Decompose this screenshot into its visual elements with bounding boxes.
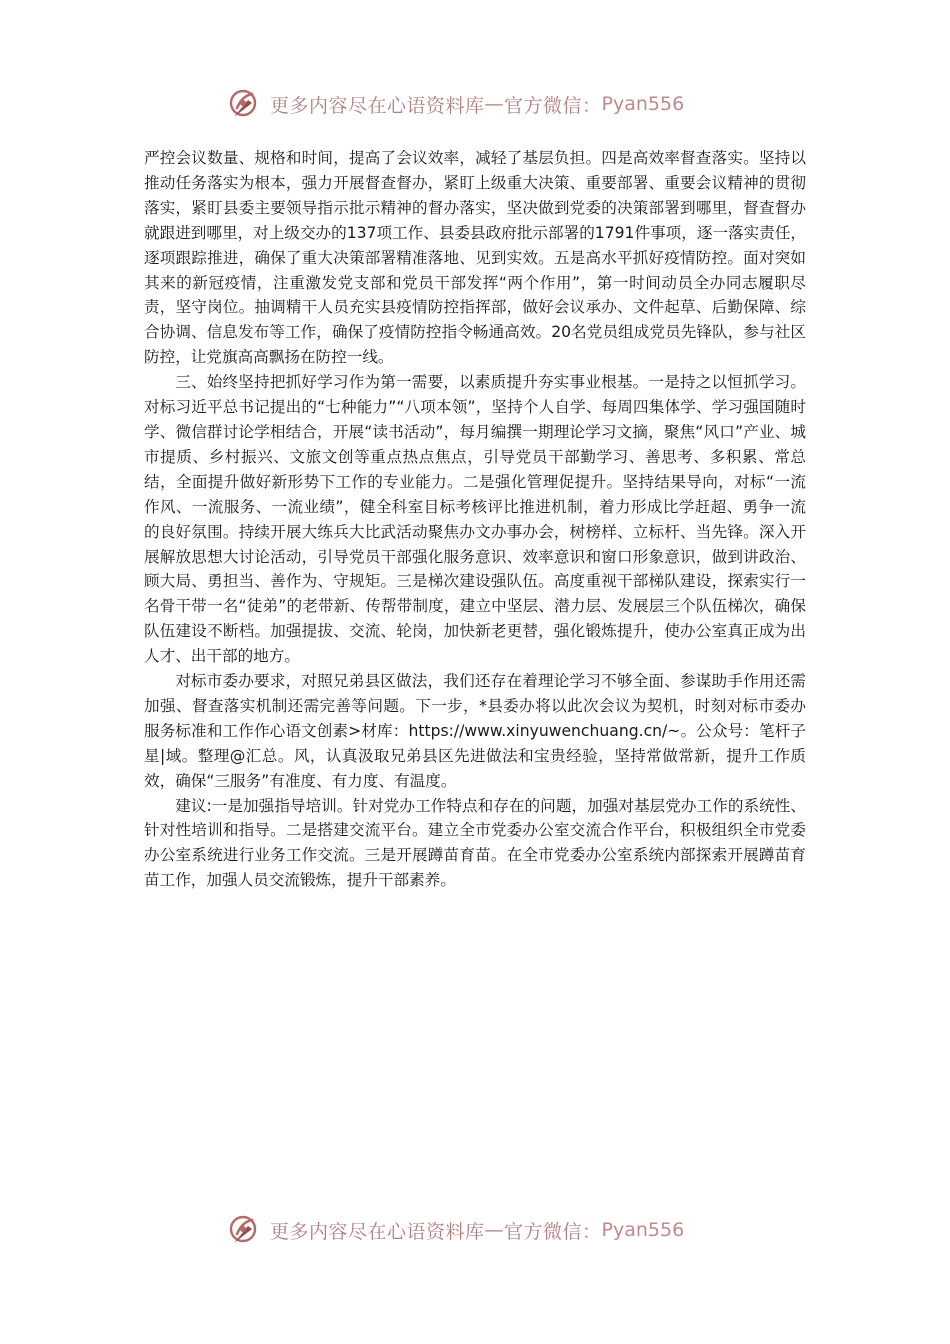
- paragraph-2: 三、始终坚持把抓好学习作为第一需要，以素质提升夯实事业根基。一是持之以恒抓学习。对标习近平总书记提出的“七种能力”“八项本领”，坚持个人自学、每周四集体学、学习强国随时学、微信群讨论学相结合，开展“读书活动”，每月编撰一期理论学习文摘，聚焦“风口”产业、城市提质、乡村振兴、文旅文创等重点热点焦点，引导党员干部勤学习、善思考、多积累、常总结，全面提升做好新形势下工作的专业能力。二是强化管理促提升。坚持结果导向，对标“一流作风、一流服务、一流业绩”，健全科室目标考核评比推进机制，着力形成比学赶超、勇争一流的良好氛围。持续开展大练兵大比武活动聚焦办文办事办会，树榜样、立标杆、当先锋。深入开展解放思想大讨论活动，引导党员干部强化服务意识、效率意识和窗口形象意识，做到讲政治、顾大局、勇担当、善作为、守规矩。三是梯次建设强队伍。高度重视干部梯队建设，探索实行一名骨干带一名“徒弟”的老带新、传帮带制度，建立中坚层、潜力层、发展层三个队伍梯次，确保队伍建设不断档。加强提拔、交流、轮岗，加快新老更替，强化锻炼提升，使办公室真正成为出人才、出干部的地方。: [144, 373, 806, 666]
- paragraph-3: 对标市委办要求，对照兄弟县区做法，我们还存在着理论学习不够全面、参谋助手作用还需加强、督查落实机制还需完善等问题。下一步，*县委办将以此次会议为契机，时刻对标市委办服务标准和工作作心语文创素>材库：https://www.xinyuwenchuang.cn/~。公众号：笔杆子星|域。整理@汇总。风，认真汲取兄弟县区先进做法和宝贵经验，坚持常做常新，提升工作质效，确保“三服务”有准度、有力度、有温度。: [144, 672, 806, 790]
- pen-logo-icon: [228, 86, 264, 122]
- paragraph-1: 严控会议数量、规格和时间，提高了会议效率，减轻了基层负担。四是高效率督查落实。坚持以推动任务落实为根本，强力开展督查督办，紧盯上级重大决策、重要部署、重要会议精神的贯彻落实，紧盯县委主要领导指示批示精神的督办落实，坚决做到党委的决策部署到哪里，督查督办就跟进到哪里，对上级交办的137项工作、县委县政府批示部署的1791件事项，逐一落实责任，逐项跟踪推进，确保了重大决策部署精准落地、见到实效。五是高水平抓好疫情防控。面对突如其来的新冠疫情，注重激发党支部和党员干部发挥“两个作用”，第一时间动员全办同志履职尽责，坚守岗位。抽调精干人员充实县疫情防控指挥部，做好会议承办、文件起草、后勤保障、综合协调、信息发布等工作，确保了疫情防控指令畅通高效。20名党员组成党员先锋队，参与社区防控，让党旗高高飘扬在防控一线。: [144, 149, 807, 367]
- pen-logo-icon: [228, 1212, 264, 1248]
- banner-title: 更多内容尽在心语资料库: [270, 94, 485, 117]
- paragraph-4: 建议:一是加强指导培训。针对党办工作特点和存在的问题，加强对基层党办工作的系统性、针对性培训和指导。二是搭建交流平台。建立全市党委办公室交流合作平台，积极组织全市党委办公室系统进行业务工作交流。三是开展蹲苗育苗。在全市党委办公室系统内部探索开展蹲苗育苗工作，加强人员交流锻炼，提升干部素养。: [144, 796, 806, 890]
- banner-wechat-id: Pyan556: [601, 1219, 685, 1241]
- banner-dash: —: [484, 1219, 505, 1241]
- banner-official-label: 官方微信：: [504, 1220, 602, 1243]
- banner-title: 更多内容尽在心语资料库: [270, 1220, 485, 1243]
- footer-banner: [0, 1210, 950, 1250]
- document-body: [144, 146, 806, 893]
- header-banner: [0, 84, 950, 124]
- banner-official-label: 官方微信：: [504, 94, 602, 117]
- banner-dash: —: [484, 93, 505, 115]
- banner-wechat-id: Pyan556: [601, 93, 685, 115]
